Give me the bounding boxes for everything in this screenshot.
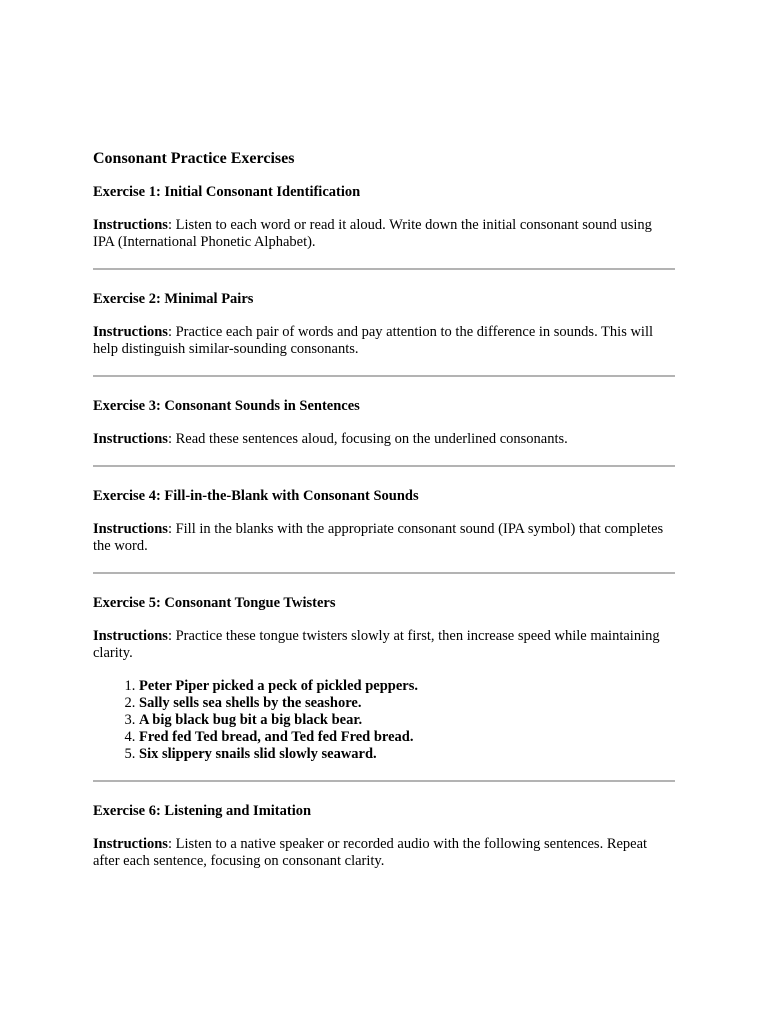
instructions-text: : Practice each pair of words and pay attention to the difference in sounds. This will help distinguish similar-sounding consonants. xyxy=(93,324,654,357)
exercise-heading: Exercise 3: Consonant Sounds in Sentences xyxy=(93,398,360,414)
exercise-heading: Exercise 6: Listening and Imitation xyxy=(93,803,312,819)
section-divider xyxy=(93,572,675,574)
section-divider xyxy=(93,375,675,377)
instructions-label: Instructions xyxy=(93,217,168,233)
section-divider xyxy=(93,268,675,270)
exercise-instructions xyxy=(93,628,675,662)
instructions-text: : Read these sentences aloud, focusing on the underlined consonants. xyxy=(167,431,568,447)
instructions-text: : Listen to a native speaker or recorded audio with the following sentences. Repeat after each sentence, focusing on consonant clarity. xyxy=(93,836,648,869)
exercise-6 xyxy=(93,802,675,870)
exercise-5 xyxy=(93,594,675,763)
exercise-instructions xyxy=(93,431,675,448)
list-item: 3. A big black bug bit a big black bear. xyxy=(139,712,675,729)
exercise-instructions xyxy=(93,324,675,358)
exercise-heading: Exercise 2: Minimal Pairs xyxy=(93,291,254,307)
instructions-text: : Practice these tongue twisters slowly at first, then increase speed while maintaining clarity. xyxy=(93,628,660,661)
exercise-4 xyxy=(93,487,675,555)
exercise-instructions xyxy=(93,836,675,870)
tongue-twister-list xyxy=(93,678,675,763)
section-divider xyxy=(93,780,675,782)
list-item: 5. Six slippery snails slid slowly seaward. xyxy=(139,746,675,763)
list-item: 2. Sally sells sea shells by the seashore. xyxy=(139,695,675,712)
instructions-label: Instructions xyxy=(93,431,168,447)
document-page xyxy=(93,148,675,870)
exercise-heading: Exercise 1: Initial Consonant Identification xyxy=(93,184,361,200)
exercise-instructions xyxy=(93,217,675,251)
list-item: 4. Fred fed Ted bread, and Ted fed Fred bread. xyxy=(139,729,675,746)
section-divider xyxy=(93,465,675,467)
list-item: 1. Peter Piper picked a peck of pickled peppers. xyxy=(139,678,675,695)
instructions-label: Instructions xyxy=(93,521,168,537)
exercise-3 xyxy=(93,397,675,448)
instructions-label: Instructions xyxy=(93,324,168,340)
exercise-heading: Exercise 4: Fill-in-the-Blank with Consonant Sounds xyxy=(93,488,419,504)
exercise-heading: Exercise 5: Consonant Tongue Twisters xyxy=(93,595,336,611)
exercise-2 xyxy=(93,290,675,358)
instructions-label: Instructions xyxy=(93,628,168,644)
document-title: Consonant Practice Exercises xyxy=(93,150,295,167)
instructions-text: : Listen to each word or read it aloud. Write down the initial consonant sound using IPA (International Phonetic Alphabet). xyxy=(93,217,652,250)
instructions-label: Instructions xyxy=(93,836,168,852)
instructions-text: : Fill in the blanks with the appropriate consonant sound (IPA symbol) that completes the word. xyxy=(93,521,664,554)
exercise-1 xyxy=(93,183,675,251)
exercise-instructions xyxy=(93,521,675,555)
